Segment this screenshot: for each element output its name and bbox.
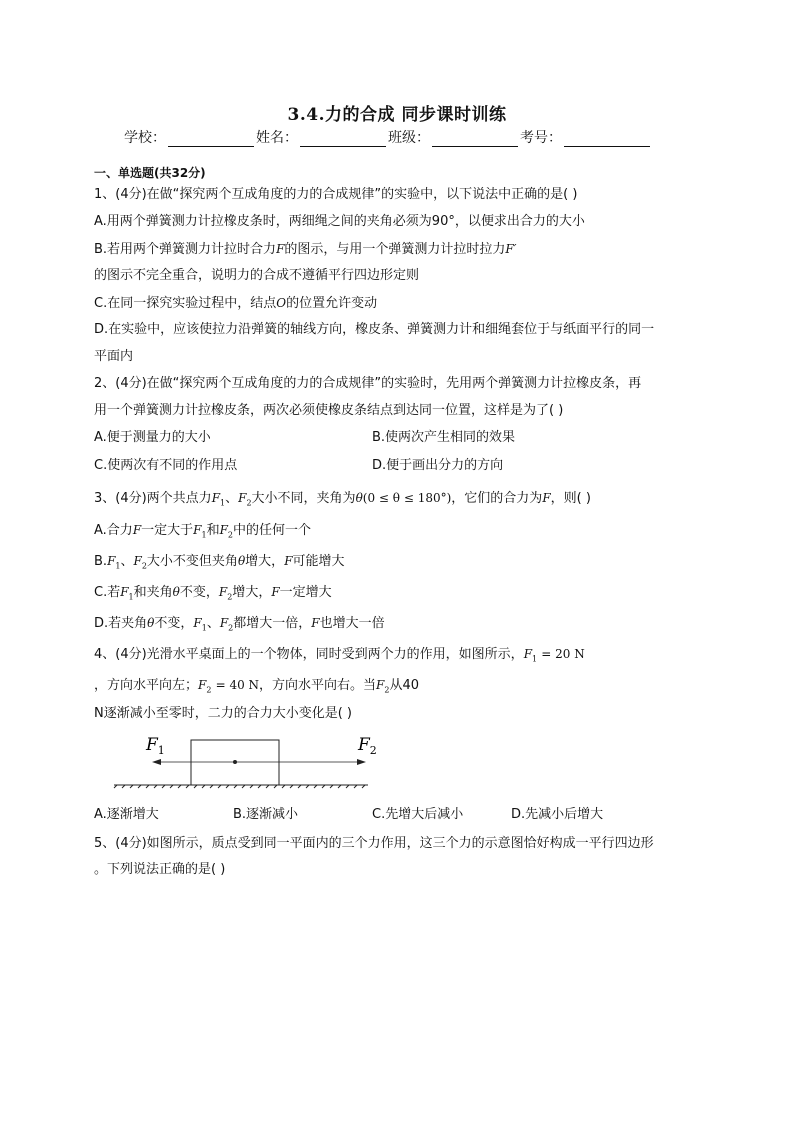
f1-value: = 20 N [541,647,585,661]
f1-label: $F_1$ [146,735,165,757]
symbol-f-prime: F′ [505,242,517,256]
q4-stem-line3: N逐渐减小至零时，二力的合力大小变化是( ) [94,706,353,721]
q4-force-diagram [108,730,398,792]
q1-option-c: C.在同一探究实验过程中，结点O的位置允许变动 [94,296,378,311]
theta-range: (0 ≤ θ ≤ 180°) [362,491,452,505]
q4-option-d: D.先减小后增大 [511,807,604,822]
q3-option-d: D.若夹角θ不变，$F_1$、$F_2$都增大一倍，F也增大一倍 [94,616,385,633]
symbol-theta: θ [355,491,363,505]
f2-label: $F_2$ [358,735,377,757]
school-label: 学校： [124,130,166,146]
q4-stem-line2: ，方向水平向左；$F_2 = 40$ N，方向水平向右。当$F_2$从40 [94,678,420,695]
q5-stem-line1: 5、(4分)如图所示，质点受到同一平面内的三个力作用，这三个力的示意图恰好构成一平行四边形 [94,836,654,851]
q3-stem: 3、(4分)两个共点力$F_1$、$F_2$大小不同，夹角为θ(0 ≤ θ ≤ 180°)，它们的合力为F，则( ) [94,491,591,508]
q5-stem-line2: 。下列说法正确的是( ) [94,862,226,877]
q1-option-d-line2: 平面内 [94,349,134,364]
q1-option-b-line2: 的图示不完全重合，说明力的合成不遵循平行四边形定则 [94,268,420,283]
symbol-o: O [276,296,287,310]
arrow-right-icon [357,759,366,765]
school-blank[interactable] [168,131,254,147]
q1-option-b-line1: B.若用两个弹簧测力计拉时合力F的图示，与用一个弹簧测力计拉时拉力F′ [94,242,517,257]
q2-option-a: A.便于测量力的大小 [94,430,211,445]
q4-option-c: C.先增大后减小 [372,807,464,822]
q2-stem-line2: 用一个弹簧测力计拉橡皮条，两次必须使橡皮条结点到达同一位置，这样是为了( ) [94,403,564,418]
q4-option-a: A.逐渐增大 [94,807,159,822]
symbol-f: F [276,242,285,256]
q2-stem-line1: 2、(4分)在做“探究两个互成角度的力的合成规律”的实验时，先用两个弹簧测力计拉橡皮条，再 [94,376,642,391]
section-heading: 一、单选题(共32分) [94,166,206,180]
name-label: 姓名： [256,130,298,146]
symbol-f1: $F_1$ [211,491,226,508]
q2-option-d: D.便于画出分力的方向 [372,458,504,473]
q2-option-c: C.使两次有不同的作用点 [94,458,238,473]
q4-stem-line1: 4、(4分)光滑水平桌面上的一个物体，同时受到两个力的作用，如图所示，$F_1 = 20$ N [94,647,585,664]
q2-option-b: B.使两次产生相同的效果 [372,430,516,445]
q3-option-c: C.若$F_1$和夹角θ不变，$F_2$增大，F一定增大 [94,585,332,602]
f2-value: = 40 N [215,678,260,692]
class-label: 班级： [388,130,430,146]
arrow-left-icon [152,759,161,765]
exam-number-label: 考号： [520,130,562,146]
q4-option-b: B.逐渐减小 [233,807,299,822]
student-info-line [124,127,652,147]
class-blank[interactable] [432,131,518,147]
center-point [233,760,237,764]
q3-option-b: $B.F_1$、$F_2$大小不变但夹角θ增大，F可能增大 [94,554,345,571]
name-blank[interactable] [300,131,386,147]
q3-option-a: A.合力F一定大于$F_1$和$F_2$中的任何一个 [94,523,312,540]
exam-number-blank[interactable] [564,131,650,147]
q1-stem: 1、(4分)在做“探究两个互成角度的力的合成规律”的实验中，以下说法中正确的是( ) [94,187,578,202]
q1-option-a: A.用两个弹簧测力计拉橡皮条时，两细绳之间的夹角必须为90°，以便求出合力的大小 [94,214,585,229]
q1-option-d-line1: D.在实验中，应该使拉力沿弹簧的轴线方向，橡皮条、弹簧测力计和细绳套位于与纸面平行的同一 [94,322,655,337]
page-title: 3.4.力的合成 同步课时训练 [287,105,507,125]
symbol-f2: $F_2$ [238,491,252,508]
